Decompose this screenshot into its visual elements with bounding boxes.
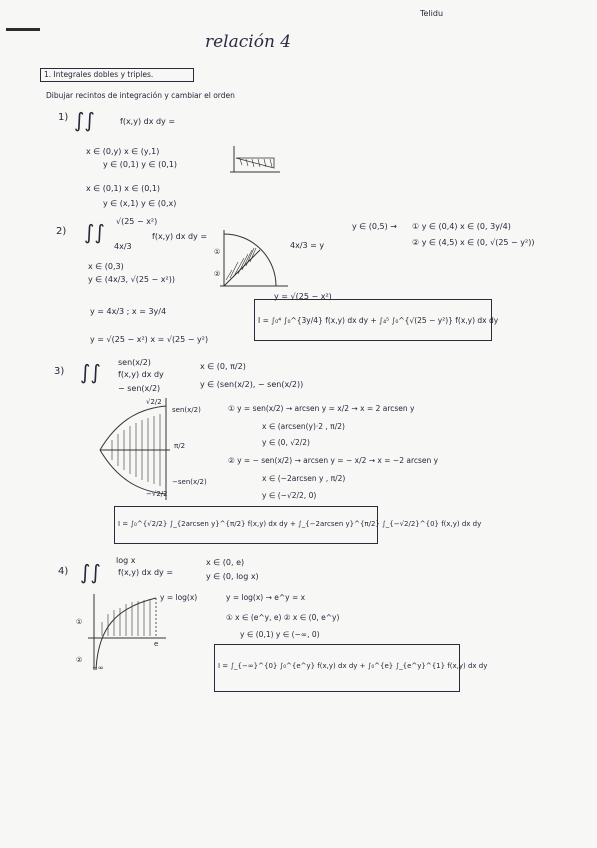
p3-label-pi: π/2 xyxy=(174,442,186,450)
svg-text:①: ① xyxy=(76,618,83,626)
section-title: 1. Integrales dobles y triples. xyxy=(44,70,154,79)
p4-curve-label: y = log(x) xyxy=(160,593,198,602)
p3-line-3: y ∈ (0, √2/2) xyxy=(262,438,310,447)
p4-range-y: y ∈ (0, log x) xyxy=(206,572,259,581)
p3-tick-bottom: −√2/2 xyxy=(146,490,168,498)
p3-line-1: ① y = sen(x/2) → arcsen y = x/2 → x = 2 arcsen y xyxy=(228,404,415,413)
p4-result: I = ∫_{−∞}^{0} ∫₀^{e^y} f(x,y) dx dy + ∫₀^{e} ∫_{e^y}^{1} f(x,y) dx dy xyxy=(218,662,488,670)
p3-range-y: y ∈ (sen(x/2), − sen(x/2)) xyxy=(200,380,304,389)
p4-sketch xyxy=(70,590,170,680)
p3-result: I = ∫₀^{√2/2} ∫_{2arcsen y}^{π/2} f(x,y) dx dy + ∫_{−2arcsen y}^{π/2} ∫_{−√2/2}^{0} f(x,y) dx dy xyxy=(118,520,482,528)
p4-upper-limit: log x xyxy=(116,556,136,565)
p4-infinity-label: −∞ xyxy=(92,664,104,672)
p3-lower-limit: − sen(x/2) xyxy=(118,384,161,393)
p3-line-5: x ∈ (−2arcsen y , π/2) xyxy=(262,474,346,483)
p1-case2-x: x ∈ (0,1) x ∈ (0,1) xyxy=(86,184,161,193)
svg-text:②: ② xyxy=(76,656,83,664)
p3-label-top: sen(x/2) xyxy=(172,406,201,414)
p1-case1-x: x ∈ (0,y) x ∈ (y,1) xyxy=(86,147,160,156)
p1-integral-sign: ∫∫ xyxy=(74,108,95,132)
p2-line-label: 4x/3 = y xyxy=(290,241,325,250)
p3-label-bottom: −sen(x/2) xyxy=(172,478,207,486)
p3-integral-sign: ∫∫ xyxy=(80,360,101,384)
p4-integral-sign: ∫∫ xyxy=(80,560,101,584)
p2-equations-2: y = √(25 − x²) x = √(25 − y²) xyxy=(90,335,209,344)
p4-range-x: x ∈ (0, e) xyxy=(206,558,245,567)
p3-number: 3) xyxy=(54,366,65,377)
svg-text:①: ① xyxy=(214,248,221,256)
p3-expression: f(x,y) dx dy xyxy=(118,370,164,379)
top-rule xyxy=(6,28,40,31)
p3-tick-top: √2/2 xyxy=(146,398,162,406)
section-subtitle: Dibujar recintos de integración y cambiar el orden xyxy=(46,91,235,100)
svg-text:②: ② xyxy=(214,270,221,278)
p2-split-1: ① y ∈ (0,4) x ∈ (0, 3y/4) xyxy=(412,222,511,231)
p2-number: 2) xyxy=(56,226,67,237)
p4-e-label: e xyxy=(154,640,159,648)
p4-line-1: y = log(x) → e^y = x xyxy=(226,593,306,602)
p2-equations-1: y = 4x/3 ; x = 3y/4 xyxy=(90,307,167,316)
p2-range-y: y ∈ (4x/3, √(25 − x²)) xyxy=(88,275,175,284)
p2-range-x: x ∈ (0,3) xyxy=(88,262,124,271)
p2-split-y: y ∈ (0,5) → xyxy=(352,222,397,231)
header-top-right: Telidu xyxy=(420,9,444,18)
p1-case2-y: y ∈ (x,1) y ∈ (0,x) xyxy=(103,199,177,208)
p3-line-4: ② y = − sen(x/2) → arcsen y = − x/2 → x = −2 arcsen y xyxy=(228,456,439,465)
p3-upper-limit: sen(x/2) xyxy=(118,358,151,367)
p1-expression: f(x,y) dx dy = xyxy=(120,117,176,126)
p3-line-6: y ∈ (−√2/2, 0) xyxy=(262,491,317,500)
p3-line-2: x ∈ (arcsen(y)·2 , π/2) xyxy=(262,422,345,431)
page-title: relación 4 xyxy=(205,32,292,52)
p4-line-3: y ∈ (0,1) y ∈ (−∞, 0) xyxy=(240,630,320,639)
p1-case1-y: y ∈ (0,1) y ∈ (0,1) xyxy=(103,160,178,169)
p2-integral-sign: ∫∫ xyxy=(84,220,105,244)
p2-sketch xyxy=(210,228,290,290)
p3-range-x: x ∈ (0, π/2) xyxy=(200,362,246,371)
p2-lower-limit: 4x/3 xyxy=(114,242,132,251)
p4-number: 4) xyxy=(58,566,69,577)
p2-result: I = ∫₀⁴ ∫₀^{3y/4} f(x,y) dx dy + ∫₄⁵ ∫₀^{√(25 − y²)} f(x,y) dx dy xyxy=(258,316,499,325)
p4-line-2: ① x ∈ (e^y, e) ② x ∈ (0, e^y) xyxy=(226,613,340,622)
p2-circle-label: y = √(25 − x²) xyxy=(274,292,332,301)
p1-number: 1) xyxy=(58,112,69,123)
p2-upper-limit: √(25 − x²) xyxy=(116,217,158,226)
p2-expression: f(x,y) dx dy = xyxy=(152,232,208,241)
p2-split-2: ② y ∈ (4,5) x ∈ (0, √(25 − y²)) xyxy=(412,238,535,247)
p1-sketch xyxy=(228,142,283,180)
p4-expression: f(x,y) dx dy = xyxy=(118,568,174,577)
